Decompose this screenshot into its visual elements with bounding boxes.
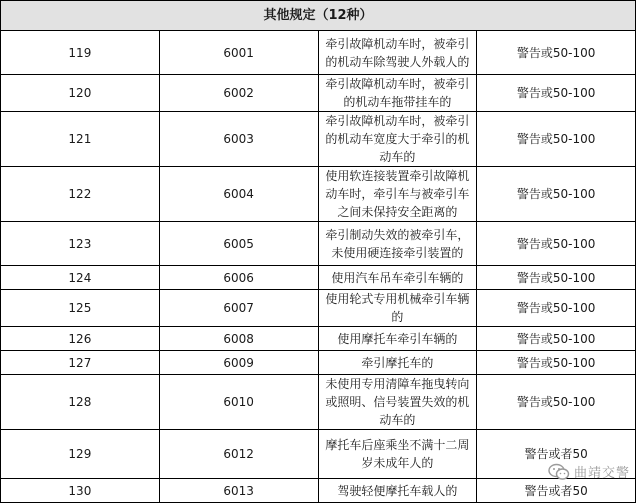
penalty-cell: 警告或者50 [477,430,636,479]
code-cell: 6004 [159,167,318,222]
table-row [1,75,636,112]
seq-cell: 120 [1,75,160,112]
penalty-cell: 警告或50-100 [477,266,636,290]
seq-cell: 130 [1,479,160,503]
seq-cell: 124 [1,266,160,290]
code-cell: 6012 [159,430,318,479]
desc-cell [318,290,477,327]
section-header-row [1,1,636,31]
watermark [548,462,630,481]
desc-text: 牵引故障机动车时，被牵引的机动车拖带挂车的 [325,77,470,109]
seq-cell: 125 [1,290,160,327]
desc-text: 牵引制动失效的被牵引车，未使用硬连接牵引装置的 [325,227,470,260]
table-row [1,167,636,222]
desc-cell [318,75,477,112]
desc-text: 未使用专用清障车拖曳转向或照明、信号装置失效的机动车的 [325,377,470,427]
penalty-cell: 警告或50-100 [477,167,636,222]
penalty-cell: 警告或50-100 [477,327,636,351]
code-cell: 6005 [159,222,318,266]
penalty-cell: 警告或50-100 [477,112,636,167]
code-cell: 6009 [159,351,318,375]
desc-cell [318,327,477,351]
desc-text: 使用软连接装置牵引故障机动车时，牵引车与被牵引车之间未保持安全距离的 [325,169,470,219]
desc-cell [318,430,477,479]
desc-cell [318,375,477,430]
seq-cell: 119 [1,31,160,75]
seq-cell: 126 [1,327,160,351]
penalty-cell: 警告或50-100 [477,375,636,430]
seq-cell: 123 [1,222,160,266]
desc-cell [318,479,477,503]
desc-cell [318,222,477,266]
code-cell: 6013 [159,479,318,503]
code-cell: 6002 [159,75,318,112]
section-title: 其他规定（12种） [1,1,636,31]
table-row [1,351,636,375]
seq-cell: 127 [1,351,160,375]
desc-cell [318,167,477,222]
code-cell: 6008 [159,327,318,351]
penalty-cell: 警告或50-100 [477,75,636,112]
code-cell: 6006 [159,266,318,290]
desc-cell [318,31,477,75]
desc-cell [318,112,477,167]
penalty-cell: 警告或50-100 [477,351,636,375]
desc-text: 摩托车后座乘坐不满十二周岁未成年人的 [325,438,470,470]
table-row [1,375,636,430]
code-cell: 6001 [159,31,318,75]
desc-text: 使用汽车吊车牵引车辆的 [331,270,464,285]
table-row [1,222,636,266]
table-row [1,479,636,503]
penalty-cell: 警告或者50 [477,479,636,503]
table-row [1,112,636,167]
wechat-icon [548,463,570,481]
table-row [1,327,636,351]
code-cell: 6003 [159,112,318,167]
penalty-cell: 警告或50-100 [477,290,636,327]
seq-cell: 129 [1,430,160,479]
desc-text: 使用摩托车牵引车辆的 [337,331,458,346]
seq-cell: 128 [1,375,160,430]
table-row [1,430,636,479]
desc-text: 牵引摩托车的 [361,355,434,370]
seq-cell: 122 [1,167,160,222]
code-cell: 6007 [159,290,318,327]
desc-cell [318,266,477,290]
desc-text: 使用轮式专用机械牵引车辆的 [325,292,470,324]
table-row [1,290,636,327]
desc-text: 牵引故障机动车时，被牵引的机动车除驾驶人外载人的 [325,36,470,69]
penalty-cell: 警告或50-100 [477,31,636,75]
table-row [1,31,636,75]
desc-cell [318,351,477,375]
desc-text: 驾驶轻便摩托车载人的 [337,483,458,498]
code-cell: 6010 [159,375,318,430]
watermark-text: 曲靖交警 [573,466,630,481]
seq-cell: 121 [1,112,160,167]
desc-text: 牵引故障机动车时，被牵引的机动车宽度大于牵引的机动车的 [325,114,470,164]
table-row [1,266,636,290]
penalty-cell: 警告或50-100 [477,222,636,266]
